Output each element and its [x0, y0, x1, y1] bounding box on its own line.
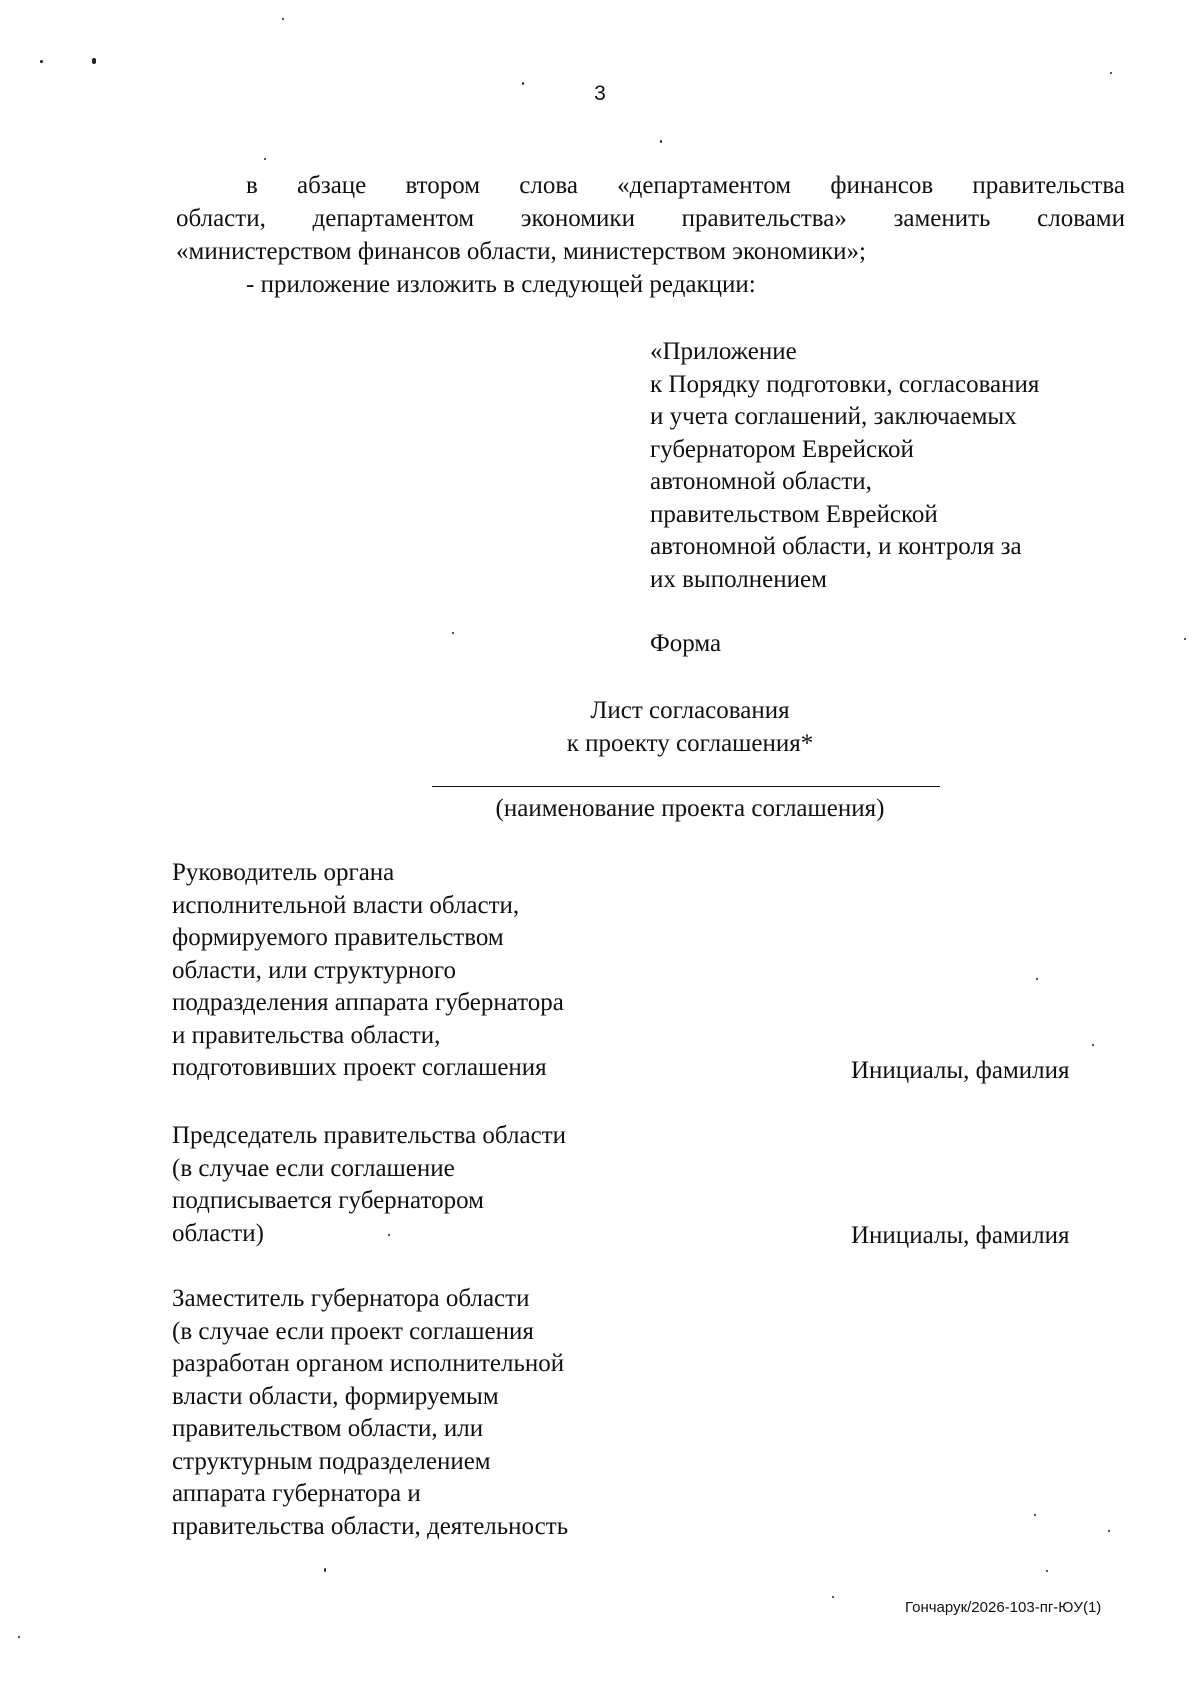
signer-line: и правительства области,: [172, 1021, 441, 1049]
intro-paragraph-1-end: [176, 235, 1125, 268]
signer-block-3: [172, 1283, 652, 1543]
signer-block-2: [172, 1120, 652, 1250]
scan-speck: [1184, 638, 1186, 640]
scan-speck: [388, 1234, 390, 1236]
appendix-line: и учета соглашений, заключаемых: [650, 403, 1017, 430]
scan-speck: [1110, 72, 1112, 74]
signer-line: подготовивших проект соглашения: [172, 1054, 547, 1081]
signer-line: подписывается губернатором: [172, 1187, 484, 1214]
scan-speck: [1046, 1570, 1048, 1572]
appendix-line: губернатором Еврейской: [650, 435, 914, 463]
signer-line: (в случае если проект соглашения: [172, 1317, 534, 1345]
appendix-line: автономной области, и контроля за: [650, 533, 1022, 560]
scan-speck: [1034, 1514, 1036, 1516]
intro-paragraph-1-cont: [176, 202, 1125, 235]
intro-line-2: области, департаментом экономики правительства» заменить словами: [176, 205, 1125, 232]
scan-speck: [1092, 1044, 1094, 1046]
sheet-title-line-2: к проекту соглашения*: [566, 730, 814, 757]
page-number: 3: [594, 82, 606, 105]
intro-paragraph-2: [176, 268, 1125, 301]
signer-block-1: [172, 857, 652, 1085]
scan-speck: [452, 632, 454, 634]
signer-line: Руководитель органа: [172, 859, 395, 886]
signer-2-initials: Инициалы, фамилия: [851, 1222, 1070, 1249]
intro-line-3: «министерством финансов области, министерством экономики»;: [176, 238, 866, 265]
signer-line: аппарата губернатора и: [172, 1480, 421, 1507]
scan-speck: [522, 82, 524, 85]
scan-speck: [1108, 1530, 1110, 1532]
scan-speck: [92, 58, 96, 64]
intro-line-1: в абзаце втором слова «департаментом финансов правительства: [246, 172, 1125, 199]
appendix-line: их выполнением: [650, 565, 827, 593]
scan-speck: [264, 158, 266, 160]
amendment-text: [176, 169, 1125, 301]
signer-line: области, или структурного: [172, 956, 456, 984]
appendix-header: [650, 336, 1120, 596]
signer-line: структурным подразделением: [172, 1447, 491, 1475]
appendix-line: «Приложение: [650, 338, 797, 365]
scan-speck: [324, 1568, 326, 1572]
scan-speck: [18, 1636, 20, 1638]
form-label: Форма: [650, 630, 722, 657]
agreement-name-underline: [432, 786, 940, 787]
signer-line: области): [172, 1219, 264, 1247]
agreement-name-caption: (наименование проекта соглашения): [495, 795, 885, 822]
intro-paragraph-1: [176, 169, 1125, 202]
signer-line: власти области, формируемым: [172, 1382, 499, 1410]
sheet-title: [430, 694, 950, 760]
signer-line: Заместитель губернатора области: [172, 1285, 530, 1312]
intro-line-4: - приложение изложить в следующей редакции:: [246, 271, 756, 298]
scan-speck: [660, 140, 662, 143]
signer-line: подразделения аппарата губернатора: [172, 989, 564, 1016]
appendix-line: автономной области,: [650, 468, 872, 495]
scan-speck: [1036, 978, 1038, 980]
sheet-title-line-1: Лист согласования: [590, 697, 790, 724]
appendix-line: правительством Еврейской: [650, 500, 938, 528]
signer-line: исполнительной власти области,: [172, 891, 520, 919]
scan-speck: [832, 1596, 834, 1598]
document-code: Гончарук/2026-103-пг-ЮУ(1): [905, 1599, 1102, 1616]
signer-line: (в случае если соглашение: [172, 1154, 455, 1182]
signer-line: Председатель правительства области: [172, 1122, 566, 1149]
signer-line: разработан органом исполнительной: [172, 1350, 565, 1377]
scan-speck: [282, 18, 284, 20]
signer-line: правительством области, или: [172, 1415, 484, 1442]
signer-1-initials: Инициалы, фамилия: [851, 1057, 1070, 1084]
scan-speck: [40, 60, 43, 63]
signer-line: правительства области, деятельность: [172, 1512, 569, 1540]
signer-line: формируемого правительством: [172, 924, 504, 951]
appendix-line: к Порядку подготовки, согласования: [650, 370, 1040, 398]
